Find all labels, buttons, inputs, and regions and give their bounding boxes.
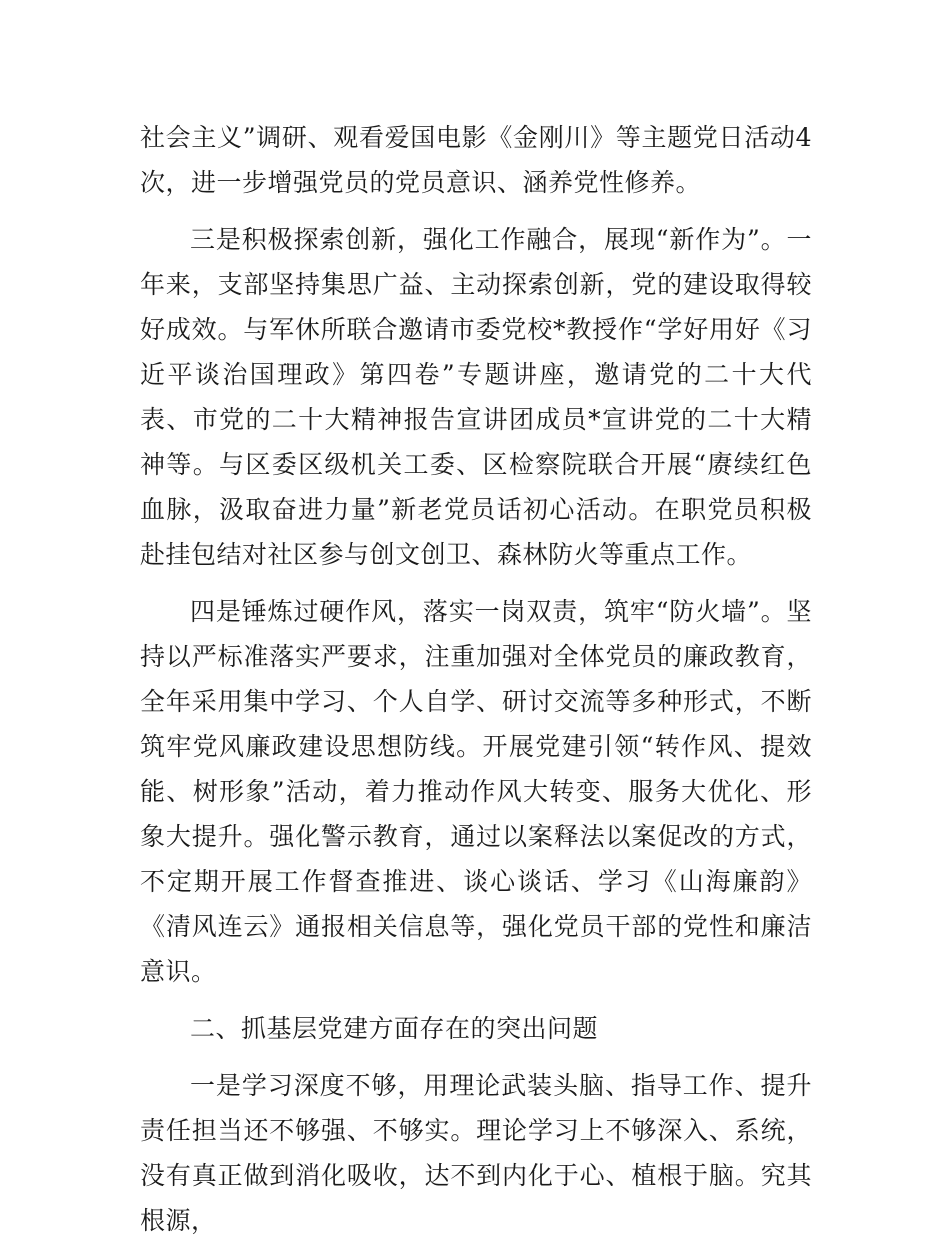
document-body — [140, 115, 812, 1243]
section-heading: 二、抓基层党建方面存在的突出问题 — [190, 1014, 599, 1043]
paragraph-1: 社会主义”调研、观看爱国电影《金刚川》等主题党日活动4次，进一步增强党员的党员意识、涵养党性修养。 — [140, 123, 812, 197]
paragraph-2: 三是积极探索创新，强化工作融合，展现“新作为”。一年来，支部坚持集思广益、主动探索创新，党的建设取得较好成效。与军休所联合邀请市委党校*教授作“学好用好《习近平谈治国理政》第四卷”专题讲座，邀请党的二十大代表、市党的二十大精神报告宣讲团成员*宣讲党的二十大精神等。与区委区级机关工委、区检察院联合开展“赓续红色血脉，汲取奋进力量”新老党员话初心活动。在职党员积极赴挂包结对社区参与创文创卫、森林防火等重点工作。 — [140, 225, 812, 569]
paragraph-3: 四是锤炼过硬作风，落实一岗双责，筑牢“防火墙”。坚持以严标准落实严要求，注重加强对全体党员的廉政教育，全年采用集中学习、个人自学、研讨交流等多种形式，不断筑牢党风廉政建设思想防线。开展党建引领“转作风、提效能、树形象”活动，着力推动作风大转变、服务大优化、形象大提升。强化警示教育，通过以案释法以案促改的方式，不定期开展工作督查推进、谈心谈话、学习《山海廉韵》《清风连云》通报相关信息等，强化党员干部的党性和廉洁意识。 — [140, 597, 812, 986]
paragraph-4: 一是学习深度不够，用理论武装头脑、指导工作、提升责任担当还不够强、不够实。理论学习上不够深入、系统，没有真正做到消化吸收，达不到内化于心、植根于脑。究其根源， — [140, 1071, 812, 1235]
